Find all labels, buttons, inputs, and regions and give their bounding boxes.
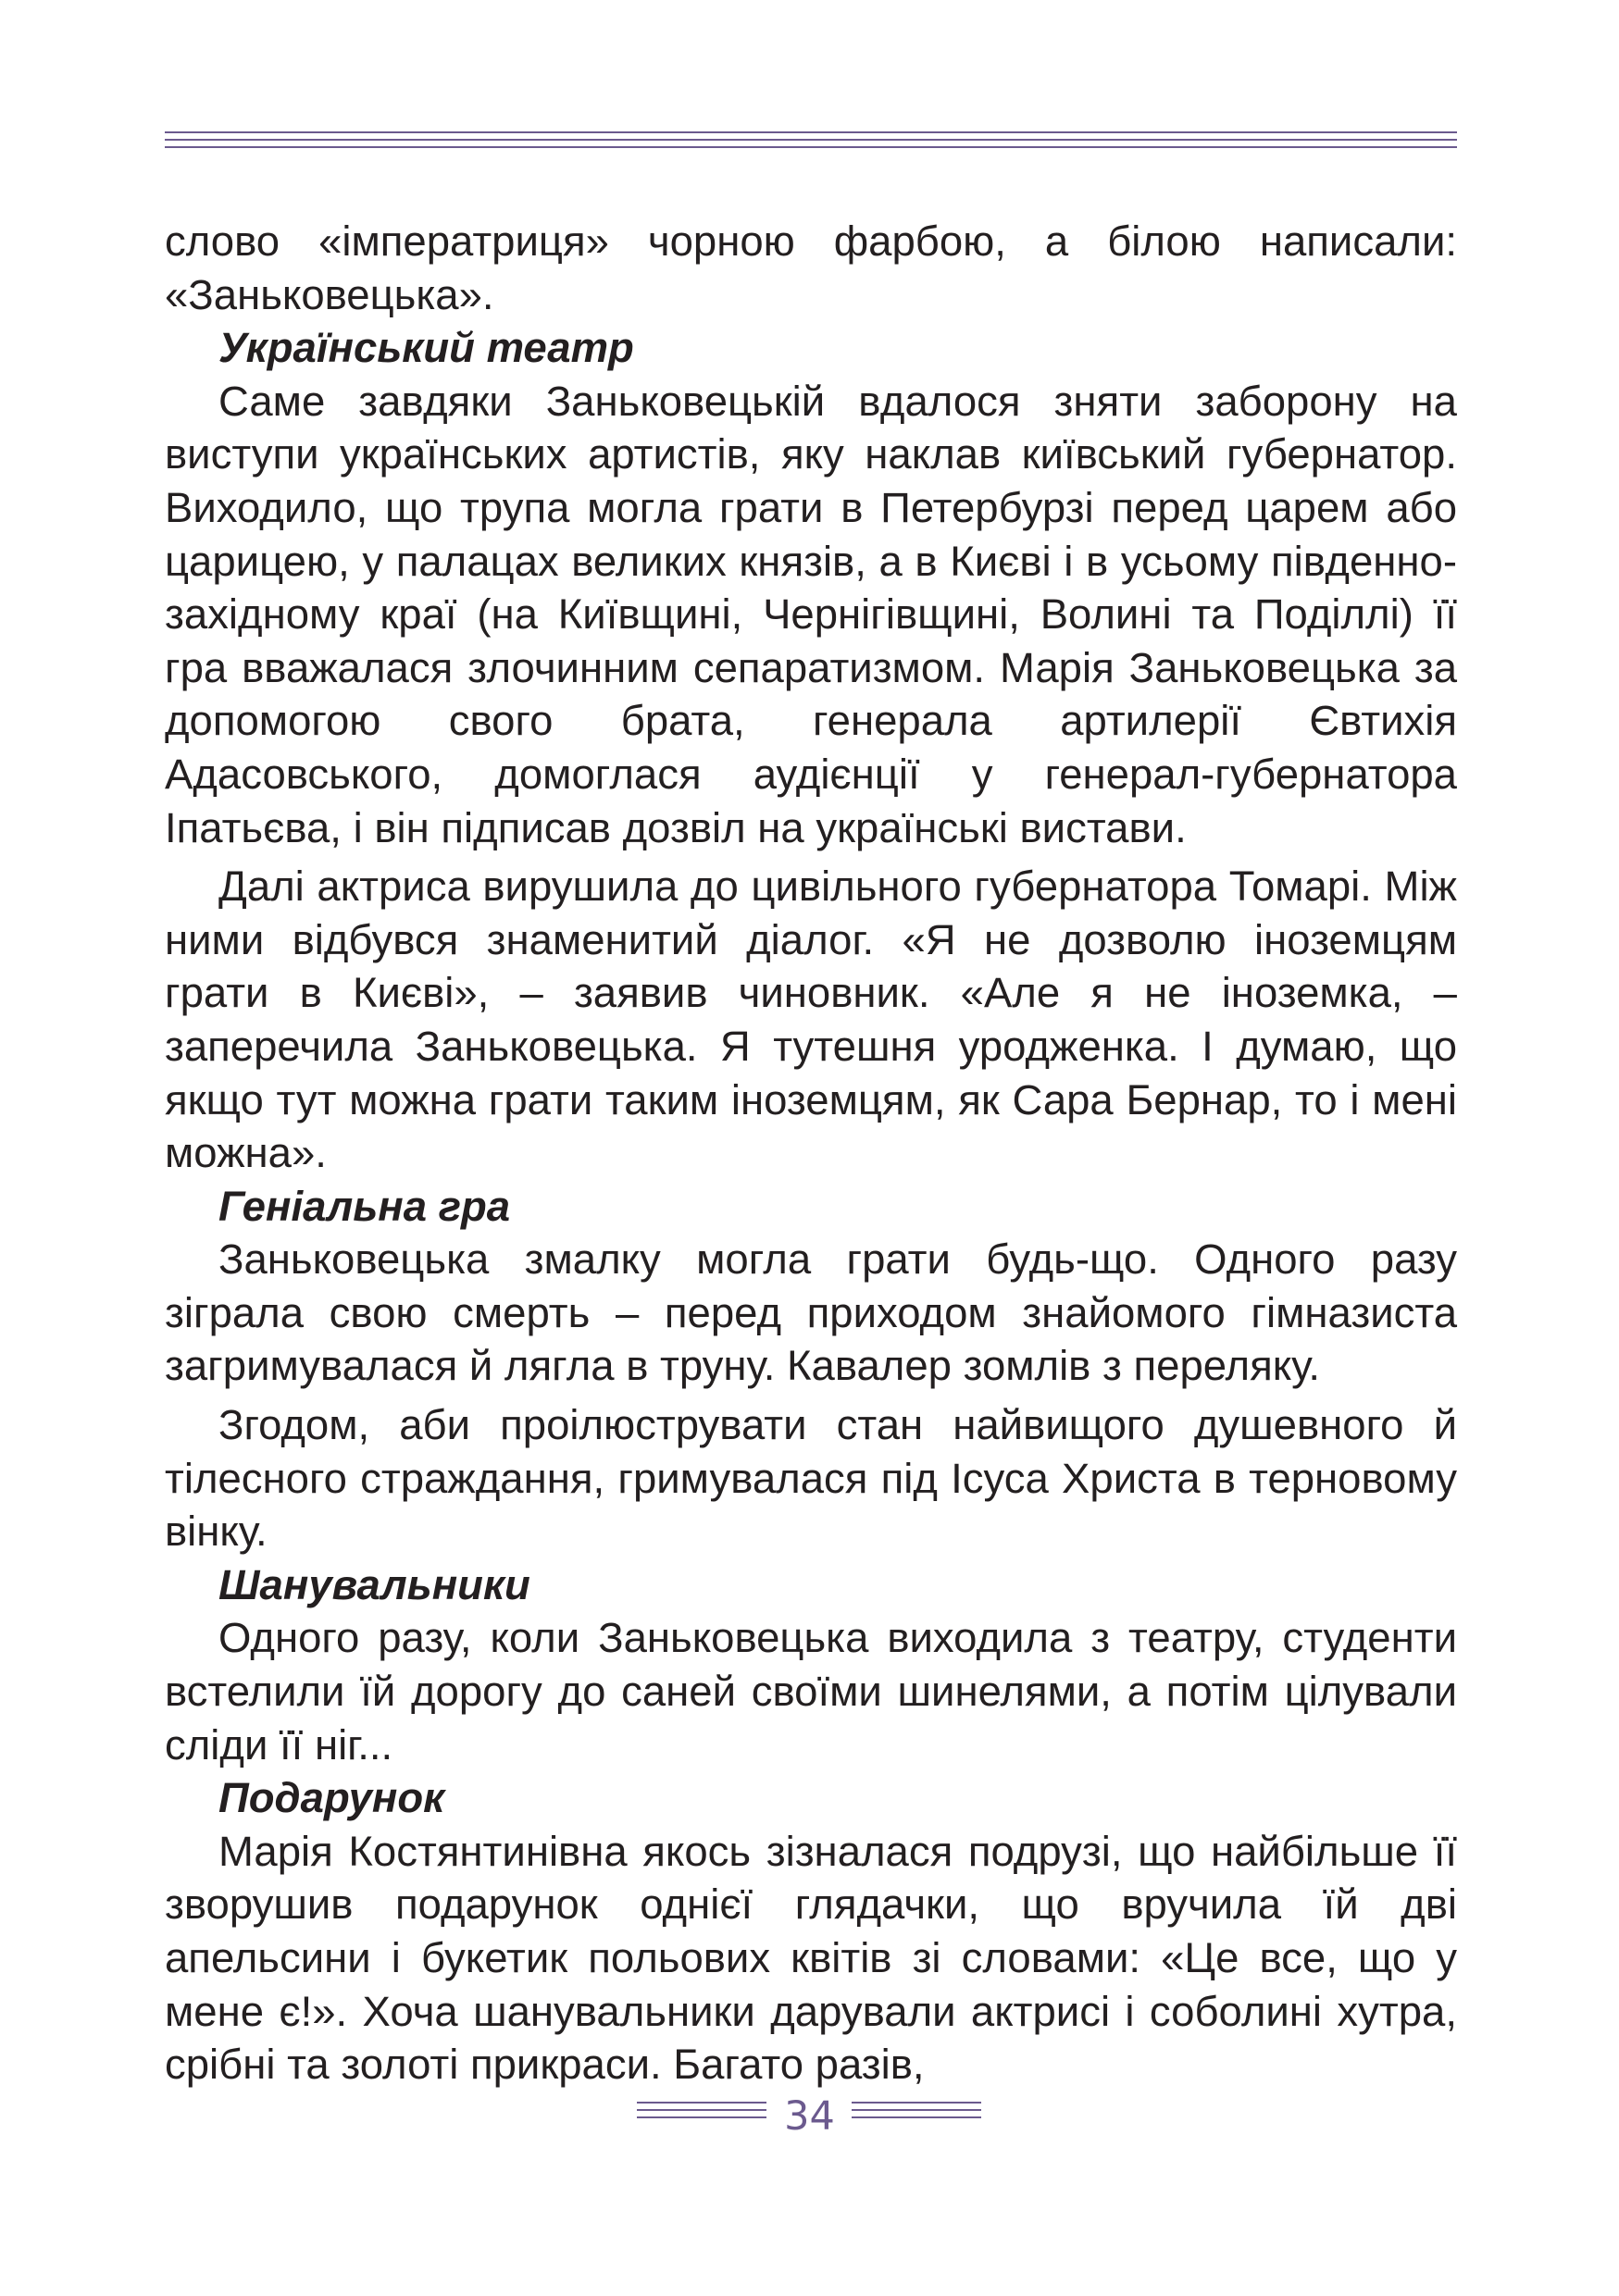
- heading-genius-play: Геніальна гра: [218, 1182, 511, 1230]
- header-rule-top: [165, 131, 1457, 133]
- paragraph-3: Далі актриса вирушила до цивільного губернатора Томарі. Між ними відбувся знаменитий діалог. «Я не дозволю іноземцям грати в Києві», – заявив чиновник. «Але я не іноземка, – заперечила Заньковецька. Я тутешня уродженка. І думаю, що якщо тут можна грати таким іноземцям, як Сара Бернар, то і мені можна».: [165, 863, 1457, 1177]
- page-number: 34: [784, 2093, 835, 2140]
- header-rule-middle: [165, 139, 1457, 141]
- page-body: [165, 215, 1457, 2091]
- paragraph-1: слово «імператриця» чорною фарбою, а білою написали: «Заньковецька».: [165, 217, 1457, 318]
- paragraph-6: Одного разу, коли Заньковецька виходила з театру, студенти встелили їй дорогу до саней своїми шинелями, а потім цілували сліди її ніг...: [165, 1614, 1457, 1769]
- header-rule-bottom: [165, 146, 1457, 148]
- heading-admirers: Шанувальники: [218, 1560, 530, 1608]
- paragraph-4: Заньковецька змалку могла грати будь-що. Одного разу зіграла свою смерть – перед приходом знайомого гімназиста загримувалася й лягла в труну. Кавалер зомлів з переляку.: [165, 1235, 1457, 1390]
- heading-gift: Подарунок: [218, 1774, 445, 1822]
- paragraph-7: Марія Костянтинівна якось зізналася подрузі, що найбільше її зворушив подарунок однієї глядачки, що вручила їй дві апельсини і букетик польових квітів зі словами: «Це все, що у мене є!». Хоча шанувальники дарували актрисі і соболині хутра, срібні та золоті прикраси. Багато разів,: [165, 1827, 1457, 2089]
- paragraph-2: Саме завдяки Заньковецькій вдалося зняти заборону на виступи українських артистів, яку наклав київський губернатор. Виходило, що трупа могла грати в Петербурзі перед царем або царицею, у палацах великих князів, а в Києві і в усьому південно-західному краї (на Київщині, Чернігівщині, Волині та Поділлі) її гра вважалася злочинним сепаратизмом. Марія Заньковецька за допомогою свого брата, генерала артилерії Євтихія Адасовського, домоглася аудієнції у генерал-губернатора Іпатьєва, і він підписав дозвіл на українські вистави.: [165, 377, 1457, 851]
- heading-ukrainian-theatre: Український театр: [218, 324, 634, 372]
- paragraph-5: Згодом, аби проілюструвати стан найвищого душевного й тілесного страждання, гримувалася під Ісуса Христа в терновому вінку.: [165, 1401, 1457, 1556]
